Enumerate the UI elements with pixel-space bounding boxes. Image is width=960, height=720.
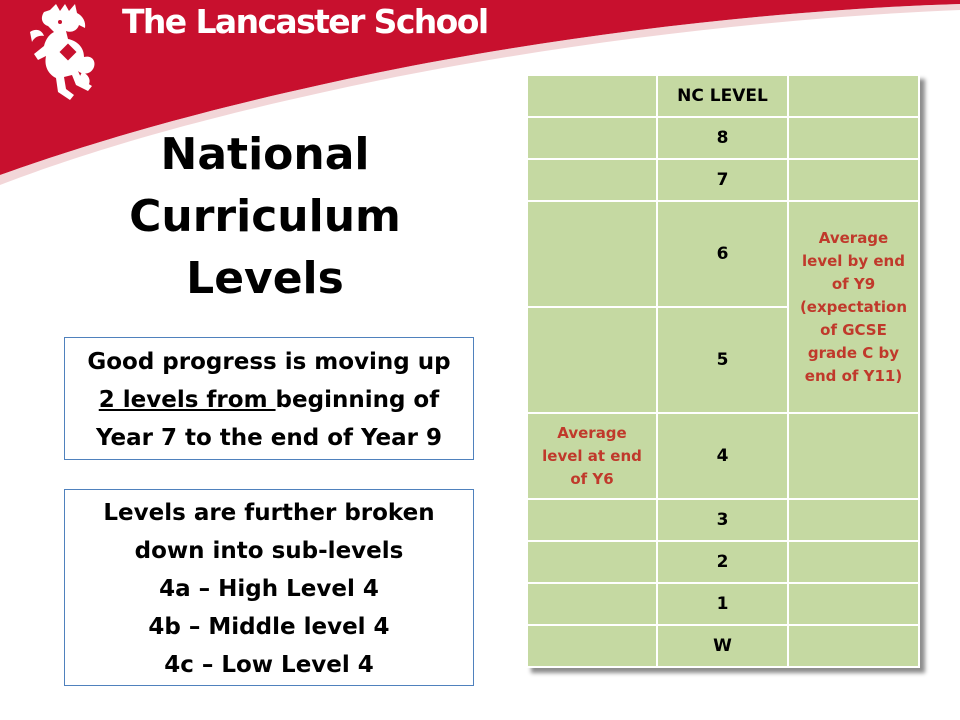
table-row-level-8 [527,117,919,159]
note-y6-line-2: level at end [542,446,642,465]
slide-title-line-1: National [160,129,370,180]
sublevels-line-1: Levels are further broken [103,500,435,526]
table-cell-empty [788,117,919,159]
level-5: 5 [657,307,788,413]
table-cell-empty [788,583,919,625]
level-8: 8 [657,117,788,159]
slide-title-line-3: Levels [186,253,344,304]
note-y9-line-6: grade C by [807,343,900,362]
table-cell-empty [788,625,919,667]
table-row-level-4 [527,413,919,499]
sublevel-4c: 4c – Low Level 4 [164,652,374,678]
table-row-level-3 [527,499,919,541]
table-cell-empty [788,75,919,117]
nc-level-table [526,74,920,668]
note-y6-line-1: Average [557,423,627,442]
level-1: 1 [657,583,788,625]
note-y9-line-1: Average [818,228,889,247]
note-y9-line-3: of Y9 [831,274,876,293]
table-cell-empty [527,201,657,307]
table-cell-empty [527,75,657,117]
table-cell-empty [527,541,657,583]
progress-line-1: Good progress is moving up [87,349,451,375]
note-average-y6 [527,413,657,499]
table-cell-empty [788,413,919,499]
note-y9-line-7: end of Y11) [804,366,903,385]
table-cell-empty [527,499,657,541]
slide-title [105,124,425,310]
level-2: 2 [657,541,788,583]
sublevel-4b: 4b – Middle level 4 [148,614,390,640]
nc-level-table-wrapper [526,74,920,668]
note-y9-line-4: (expectation [799,297,908,316]
progress-line-3: Year 7 to the end of Year 9 [95,425,443,451]
table-row-level-1 [527,583,919,625]
table-cell-empty [527,307,657,413]
sublevel-4a: 4a – High Level 4 [159,576,379,602]
note-y9-line-5: of GCSE [820,320,887,339]
table-cell-empty [527,117,657,159]
progress-info-box [64,337,474,460]
level-4: 4 [657,413,788,499]
level-3: 3 [657,499,788,541]
table-cell-empty [788,499,919,541]
progress-line-2 [65,381,473,419]
level-w: W [657,625,788,667]
table-row-level-6 [527,201,919,307]
table-row-level-2 [527,541,919,583]
table-cell-empty [527,159,657,201]
progress-line-2-rest: beginning of [275,387,440,413]
table-cell-empty [527,583,657,625]
progress-underlined-text: 2 levels from [98,387,276,413]
slide-title-line-2: Curriculum [129,191,401,242]
table-header-nc-level: NC LEVEL [657,75,788,117]
school-name: The Lancaster School [122,2,488,41]
table-cell-empty [788,159,919,201]
table-row-level-w [527,625,919,667]
note-y6-line-3: of Y6 [570,469,614,488]
table-cell-empty [788,541,919,583]
note-average-y9 [788,201,919,413]
note-y9-line-2: level by end [802,251,905,270]
school-crest-logo [22,2,112,102]
table-cell-empty [527,625,657,667]
level-7: 7 [657,159,788,201]
sublevels-line-2: down into sub-levels [134,538,404,564]
table-row-header [527,75,919,117]
level-6: 6 [657,201,788,307]
sublevels-info-box [64,489,474,686]
table-row-level-7 [527,159,919,201]
